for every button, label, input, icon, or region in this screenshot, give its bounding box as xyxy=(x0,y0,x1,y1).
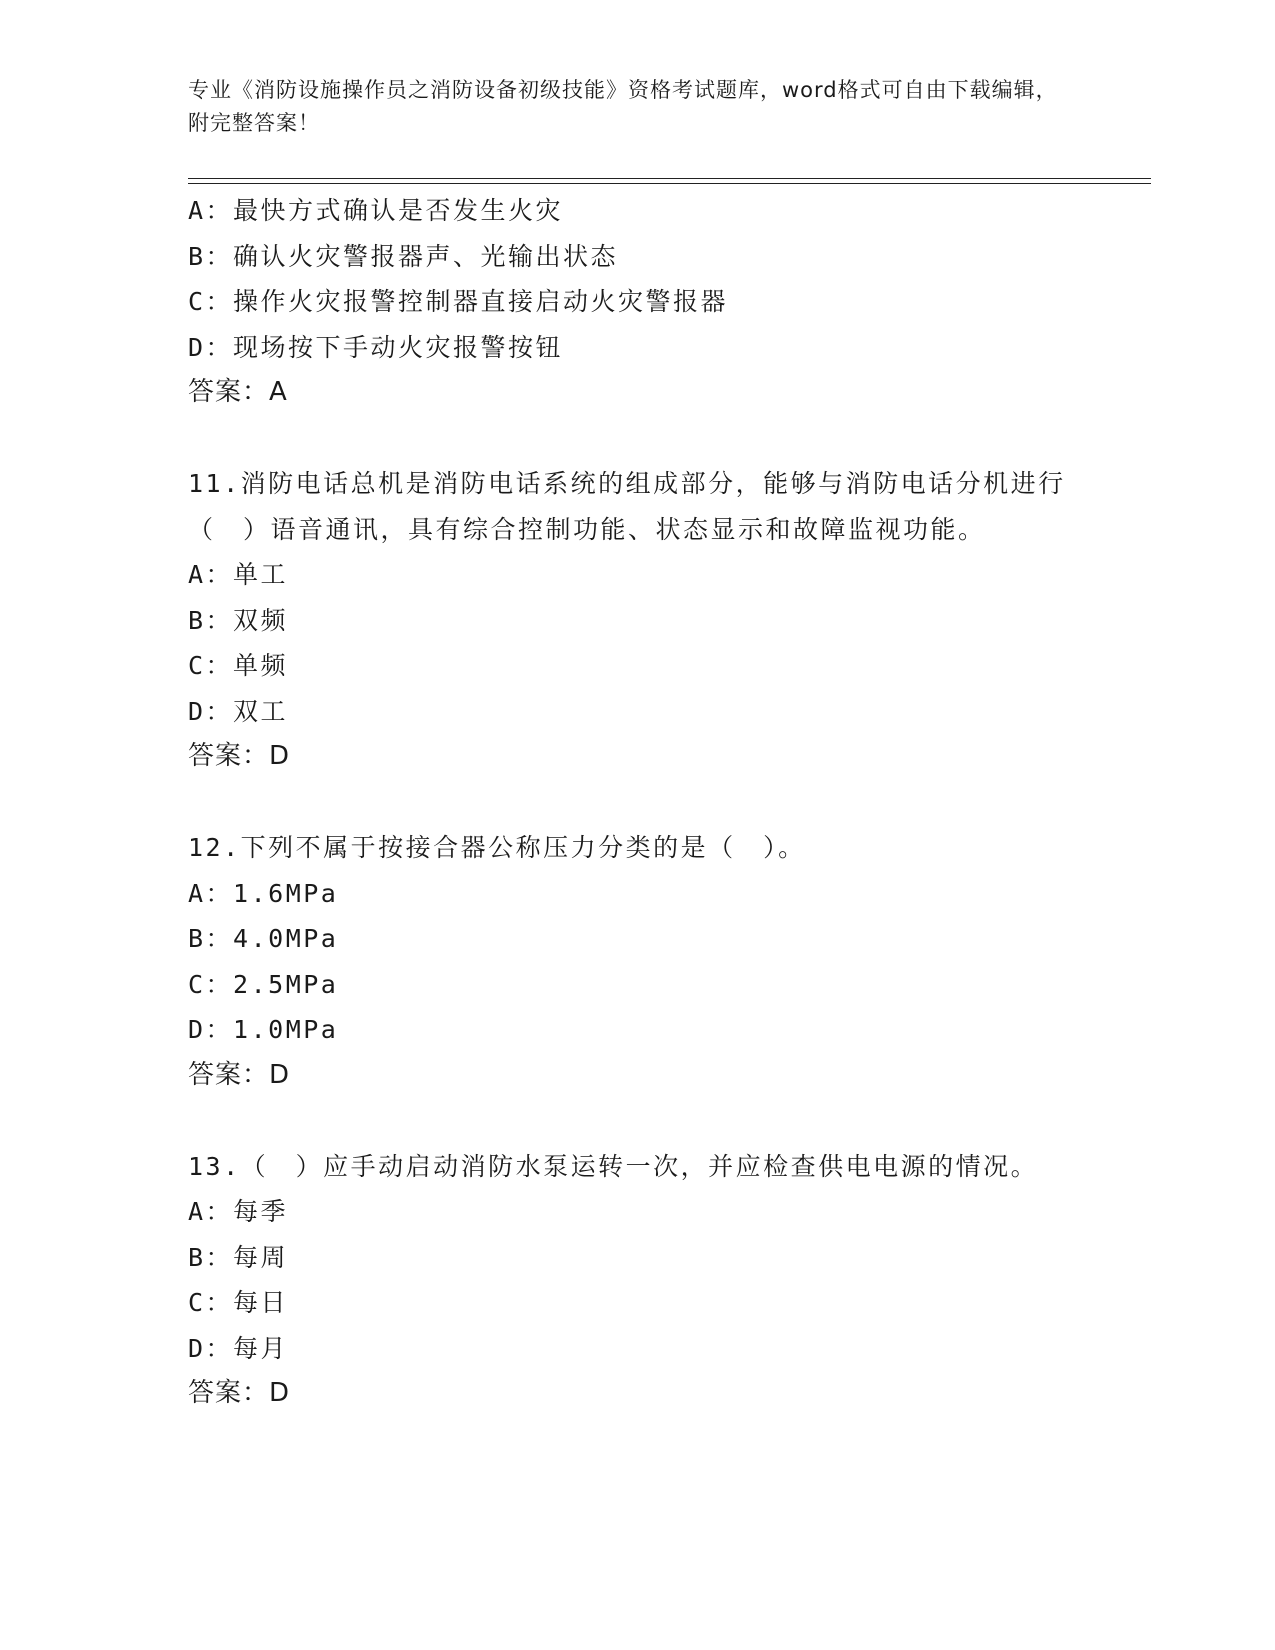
option-d: D：现场按下手动火灾报警按钮 xyxy=(188,332,564,362)
option-b: B：4.0MPa xyxy=(188,924,339,953)
question-13 xyxy=(188,1144,1088,1417)
question-stem: 13.（ ）应手动启动消防水泵运转一次，并应检查供电电源的情况。 xyxy=(188,1151,1039,1181)
question-stem: 12.下列不属于按接合器公称压力分类的是（ ）。 xyxy=(188,833,806,862)
option-c: C：操作火灾报警控制器直接启动火灾警报器 xyxy=(188,287,729,316)
spacer xyxy=(188,416,1088,462)
option-a: A：1.6MPa xyxy=(188,878,339,908)
option-b: B：确认火灾警报器声、光输出状态 xyxy=(188,241,619,271)
answer: 答案：D xyxy=(188,1378,291,1408)
option-b: B：每周 xyxy=(188,1242,289,1272)
spacer xyxy=(188,1098,1088,1144)
answer: 答案：D xyxy=(188,741,291,771)
document-header: 专业《消防设施操作员之消防设备初级技能》资格考试题库，word格式可自由下载编辑，附完整答案！ xyxy=(188,78,1058,135)
spacer xyxy=(188,780,1088,826)
option-d: D：1.0MPa xyxy=(188,1015,339,1044)
question-list xyxy=(188,188,1088,1417)
option-a: A：最快方式确认是否发生火灾 xyxy=(188,196,564,225)
answer: 答案：D xyxy=(188,1059,291,1090)
option-c: C：单频 xyxy=(188,651,289,680)
answer: 答案：A xyxy=(188,377,288,407)
question-11 xyxy=(188,461,1088,780)
option-d: D：每月 xyxy=(188,1333,289,1363)
option-d: D：双工 xyxy=(188,696,289,726)
question-12 xyxy=(188,825,1088,1098)
option-c: C：2.5MPa xyxy=(188,969,339,999)
option-b: B：双频 xyxy=(188,605,289,635)
option-c: C：每日 xyxy=(188,1288,289,1317)
header-divider-top xyxy=(188,178,1151,179)
option-a: A：每季 xyxy=(188,1197,289,1226)
question-stem: 11.消防电话总机是消防电话系统的组成部分，能够与消防电话分机进行（ ）语音通讯，具有综合控制功能、状态显示和故障监视功能。 xyxy=(188,469,1066,544)
header-divider-bottom xyxy=(188,183,1151,184)
question-10 xyxy=(188,188,1088,416)
option-a: A：单工 xyxy=(188,560,289,589)
